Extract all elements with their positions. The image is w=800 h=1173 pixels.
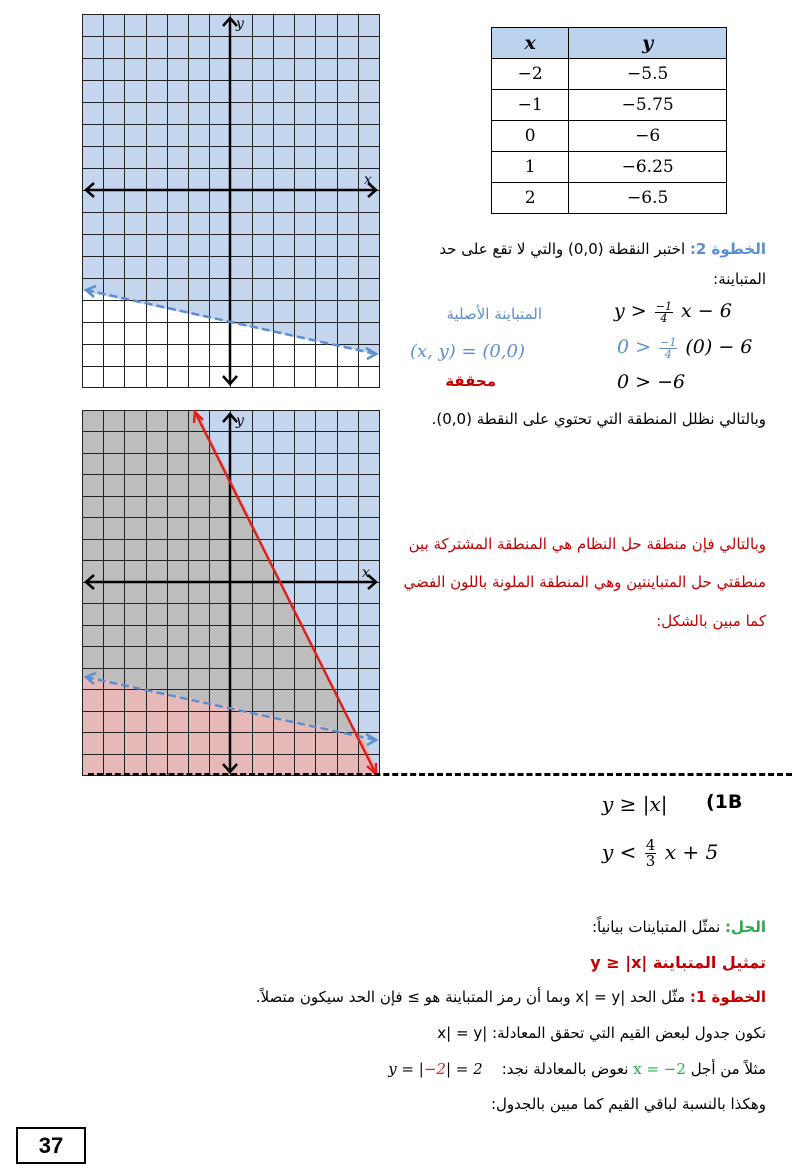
inequality-1: y ≥ |x| — [602, 792, 668, 816]
check-row-1-rhs: x − 6 — [681, 300, 732, 322]
step-1-label: الخطوة 1: — [689, 988, 766, 1006]
graph-2 — [82, 410, 380, 776]
table-cell: −5.5 — [569, 59, 727, 90]
check-row-2-fraction — [659, 337, 677, 360]
solution-subtitle: تمثيل المتباينة |y ≥ |x — [590, 953, 766, 972]
fraction-denominator: 3 — [645, 852, 656, 870]
table-header-row — [492, 28, 727, 59]
check-row-3-expr: 0 > −6 — [617, 371, 686, 393]
table-cell: −6.5 — [569, 183, 727, 214]
step-2-line-1 — [390, 240, 766, 258]
inequality-2-lhs: y < — [602, 840, 637, 864]
solution-text: نمثّل المتباينات بيانياً: — [591, 918, 726, 936]
fraction-numerator: −1 — [660, 335, 677, 349]
graph-1 — [82, 14, 380, 388]
table-cell: −2 — [492, 59, 569, 90]
table-row — [492, 121, 727, 152]
graph-1-y-axis-label: y — [236, 16, 244, 32]
table-row — [492, 90, 727, 121]
values-table — [491, 27, 727, 214]
fraction-denominator: 4 — [660, 311, 668, 325]
graph-2-y-axis-label: y — [236, 413, 244, 429]
table-header-x: x — [492, 28, 569, 59]
check-row-2-rhs: (0) − 6 — [685, 336, 753, 358]
solution-label: الحل: — [725, 918, 766, 936]
check-row-1-lhs: y > — [614, 300, 647, 322]
table-row — [492, 152, 727, 183]
fraction-denominator: 4 — [664, 347, 672, 361]
table-cell: −5.75 — [569, 90, 727, 121]
fraction-numerator: −1 — [655, 299, 672, 313]
page-number: 37 — [16, 1127, 86, 1164]
table-row — [492, 59, 727, 90]
example-eq-red: −2 — [423, 1060, 446, 1078]
fraction-numerator: 4 — [645, 836, 656, 854]
check-row-2-expr — [617, 336, 752, 360]
inequality-2-fraction — [645, 838, 657, 869]
check-row-2-lhs: 0 > — [617, 336, 652, 358]
table-cell: 1 — [492, 152, 569, 183]
step-2-text: اختبر النقطة (0,0) والتي لا تقع على حد — [439, 240, 690, 258]
table-cell: −1 — [492, 90, 569, 121]
conclusion-line-1: وبالتالي فإن منطقة حل النظام هي المنطقة المشتركة بين — [408, 535, 766, 553]
table-cell: 0 — [492, 121, 569, 152]
step-2-label: الخطوة 2: — [689, 240, 766, 258]
table-intro-line: نكون جدول لبعض القيم التي تحقق المعادلة: |x| = y — [437, 1024, 766, 1042]
step-1-text: مثّل الحد |x| = y وبما أن رمز المتباينة هو ≥ فإن الحد سيكون متصلاً. — [255, 988, 690, 1006]
solution-line — [200, 918, 766, 936]
table-header-y: y — [569, 28, 727, 59]
table-cell: 2 — [492, 183, 569, 214]
check-row-2-label: (x, y) = (0,0) — [410, 341, 526, 362]
example-line — [100, 1060, 766, 1078]
table-cell: −6 — [569, 121, 727, 152]
check-row-1-expr — [614, 300, 732, 324]
graph-2-x-axis-label: x — [362, 565, 370, 581]
graph-1-x-axis-label: x — [364, 172, 372, 188]
inequality-2 — [602, 838, 718, 869]
shade-sentence: وبالتالي نظلل المنطقة التي تحتوي على النقطة (0,0). — [431, 410, 766, 428]
conclusion-line-3: كما مبين بالشكل: — [656, 612, 766, 630]
example-mid: نعوض بالمعادلة نجد: — [501, 1060, 629, 1078]
check-row-1-label: المتباينة الأصلية — [446, 305, 542, 323]
example-eq-post: | = 2 — [445, 1060, 483, 1078]
example-eq-pre: y = | — [388, 1060, 424, 1078]
table-row — [492, 183, 727, 214]
step-2-line-2: المتباينة: — [713, 270, 766, 288]
conclusion-line-2: منطقتي حل المتباينتين وهي المنطقة الملونة باللون الفضي — [403, 573, 766, 591]
problem-number: (1B — [706, 791, 743, 813]
example-equation — [388, 1060, 482, 1078]
last-line: وهكذا بالنسبة لباقي القيم كما مبين بالجدول: — [490, 1095, 766, 1113]
example-value: x = −2 — [633, 1060, 686, 1078]
example-prefix: مثلاً من أجل — [690, 1060, 766, 1078]
step-1-line — [100, 988, 766, 1006]
inequality-2-rhs: x + 5 — [664, 840, 719, 864]
section-divider — [88, 773, 792, 776]
table-cell: −6.25 — [569, 152, 727, 183]
check-row-1-fraction — [655, 301, 673, 324]
check-row-3-label: محققة — [445, 372, 496, 390]
